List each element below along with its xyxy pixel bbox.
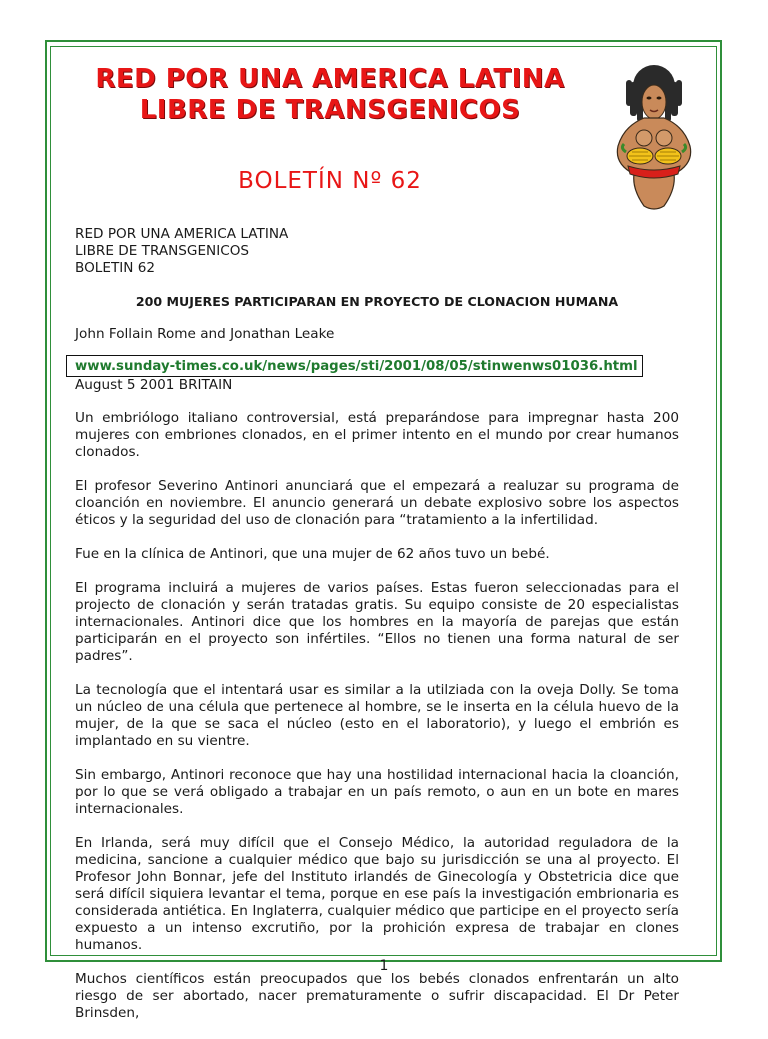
title-line-1: RED POR UNA AMERICA LATINA	[95, 64, 565, 94]
article-headline: 200 MUJERES PARTICIPARAN EN PROYECTO DE CLONACION HUMANA	[135, 294, 619, 309]
source-url-box	[66, 355, 643, 377]
paragraph-6: Sin embargo, Antinori reconoce que hay una hostilidad internacional hacia la cloanción, por lo que se verá obligado a trabajar en un país remoto, o aun en un bote en mares internacionales.	[75, 767, 679, 817]
paragraph-5: La tecnología que el intentará usar es similar a la utilziada con la oveja Dolly. Se toma un núcleo de una célula que pertenece al hombre, se le inserta en la célula huevo de la mujer, de la que se saca el núcleo (esto en el laboratorio), y luego el embrión es implantado en su vientre.	[75, 682, 679, 749]
subheader-line-3: BOLETIN 62	[75, 260, 156, 276]
boletin-number: BOLETÍN Nº 62	[238, 168, 422, 194]
paragraph-3: Fue en la clínica de Antinori, que una mujer de 62 años tuvo un bebé.	[75, 546, 550, 562]
paragraph-2: El profesor Severino Antinori anunciará que el empezará a realuzar su programa de cloanción en noviembre. El anuncio generará un debate explosivo sobre los aspectos éticos y la seguridad del uso de clonación para “tratamiento a la infertilidad.	[75, 478, 679, 528]
subheader-line-1: RED POR UNA AMERICA LATINA	[75, 226, 289, 242]
title-line-2: LIBRE DE TRANSGENICOS	[139, 95, 521, 125]
article-date: August 5 2001 BRITAIN	[75, 377, 233, 393]
venus-figurine-icon	[604, 64, 704, 214]
newsletter-title	[60, 64, 600, 126]
article-authors: John Follain Rome and Jonathan Leake	[75, 326, 335, 342]
paragraph-1: Un embriólogo italiano controversial, está preparándose para impregnar hasta 200 mujeres con embriones clonados, en el primer intento en el mundo por crear humanos clonados.	[75, 410, 679, 460]
paragraph-4: El programa incluirá a mujeres de varios países. Estas fueron seleccionadas para el projecto de clonación y serán tratadas gratis. Su equipo consiste de 20 especialistas internacionales. Antinori dice que los hombres en la mayoría de parejas que están participarán en el proyecto son infértiles. “Ellos no tienen una forma natural de ser padres”.	[75, 580, 679, 664]
page-number: 1	[379, 958, 389, 974]
subheader-block	[75, 226, 679, 277]
subheader-line-2: LIBRE DE TRANSGENICOS	[75, 243, 250, 259]
paragraph-7: En Irlanda, será muy difícil que el Consejo Médico, la autoridad reguladora de la medicina, sancione a cualquier médico que bajo su jurisdicción se una al proyecto. El Profesor John Bonnar, jefe del Instituto irlandés de Ginecología y Obstetricia dice que será difícil siquiera levantar el tema, porque en ese país la investigación embrionaria es considerada antiética. En Inglaterra, cualquier médico que participe en el proyecto sería expuesto a un intenso excrutiño, por la prohición expresa de trabajar en clones humanos.	[75, 835, 679, 953]
document-body	[75, 226, 679, 1039]
source-url-link[interactable]: www.sunday-times.co.uk/news/pages/sti/2001/08/05/stinwenws01036.html	[75, 359, 638, 374]
paragraph-8: Muchos científicos están preocupados que los bebés clonados enfrentarán un alto riesgo de ser abortado, nacer prematuramente o sufrir discapacidad. El Dr Peter Brinsden,	[75, 971, 679, 1021]
